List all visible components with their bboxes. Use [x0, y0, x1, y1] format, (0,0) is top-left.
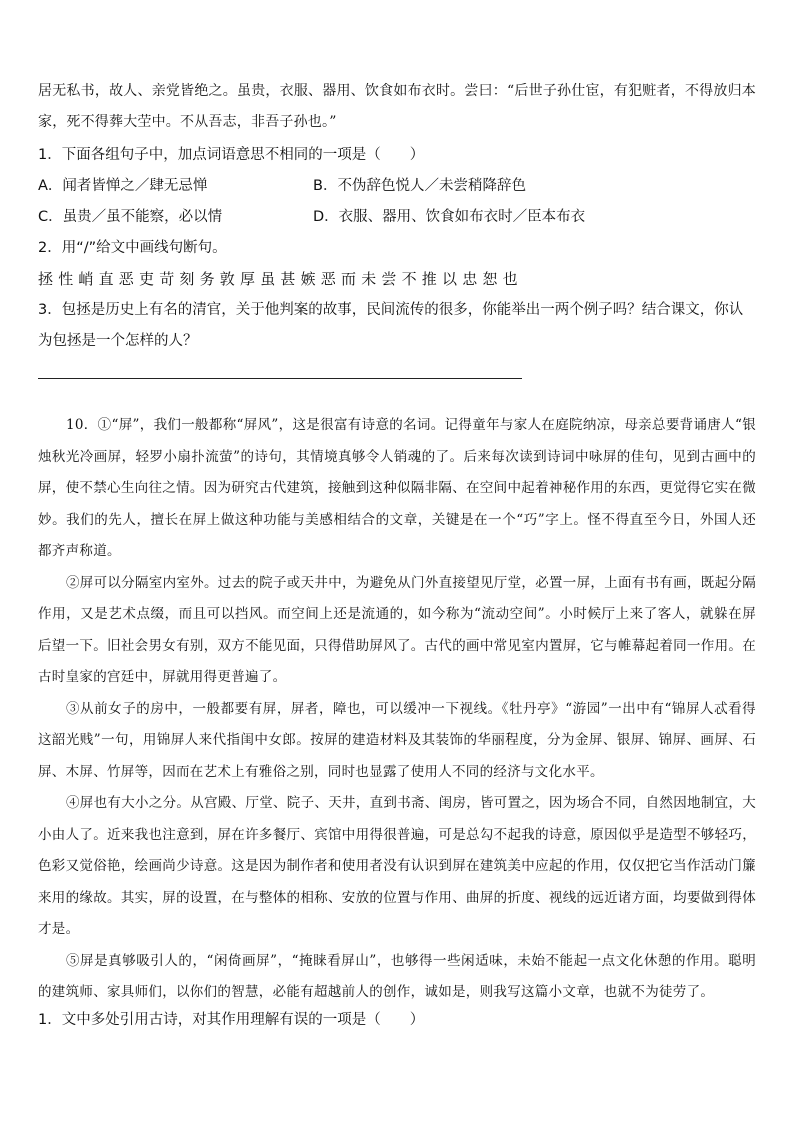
article-paragraph-2: ②屏可以分隔室内室外。过去的院子或天井中，为避免从门外直接望见厅堂，必置一屏，上面有书有画，既起分隔作用，又是艺术点缀，而且可以挡风。而空间上还是流通的，如今称为“流动空间”。小时候厅上来了客人，就躲在屏后望一下。旧社会男女有别，双方不能见面，只得借助屏风了。古代的画中常见室内置屏，它与帷幕起着同一作用。在古时皇家的宫廷中，屏就用得更普遍了。: [38, 574, 756, 685]
article-paragraph-1: 10．①“屏”，我们一般都称“屏风”，这是很富有诗意的名词。记得童年与家人在庭院纳凉，母亲总要背诵唐人“银烛秋光冷画屏，轻罗小扇扑流萤”的诗句，其情境真够令人销魂的了。后来每次读到诗词中咏屏的佳句，见到古画中的屏，使不禁心生向往之情。因为研究古代建筑，接触到这种似隔非隔、在空间中起着神秘作用的东西，更觉得它实在微妙。我们的先人，擅长在屏上做这种功能与美感相结合的文章，关键是在一个“巧”字上。怪不得直至今日，外国人还都齐声称道。: [38, 417, 756, 559]
answer-line: [38, 378, 522, 379]
question-1-option-d: D．衣服、器用、饮食如布衣时／臣本布衣: [313, 209, 586, 225]
question-1-option-a: A．闻者皆惮之／肆无忌惮: [38, 178, 208, 194]
question-2-sentence: 拯性峭直恶吏苛刻务敦厚虽甚嫉恶而未尝不推以忠恕也: [38, 270, 523, 288]
article-paragraph-3: ③从前女子的房中，一般都要有屏，屏者，障也，可以缓冲一下视线。《牡丹亭》“游园”一出中有“锦屏人忒看得这韶光贱”一句，用锦屏人来代指闺中女郎。按屏的建造材料及其装饰的华丽程度，分为金屏、银屏、锦屏、画屏、石屏、木屏、竹屏等，因而在艺术上有雅俗之别，同时也显露了使用人不同的经济与文化水平。: [38, 700, 756, 780]
question-2-stem: 2．用“/”给文中画线句断句。: [38, 240, 227, 256]
passage-ending-text: 居无私书，故人、亲党皆绝之。虽贵，衣服、器用、饮食如布衣时。尝曰：“后世子孙仕宦，有犯赃者，不得放归本家，死不得葬大茔中。不从吾志，非吾子孙也。”: [38, 83, 756, 130]
question-1-option-c: C．虽贵／虽不能察，必以情: [38, 209, 223, 225]
article-paragraph-4: ④屏也有大小之分。从宫殿、厅堂、院子、天井，直到书斋、闺房，皆可置之，因为场合不同，自然因地制宜，大小由人了。近来我也注意到，屏在许多餐厅、宾馆中用得很普遍，可是总勾不起我的诗意，原因似乎是造型不够轻巧，色彩又觉俗艳，绘画尚少诗意。这是因为制作者和使用者没有认识到屏在建筑美中应起的作用，仅仅把它当作活动门簾来用的缘故。其实，屏的设置，在与整体的相称、安放的位置与作用、曲屏的折度、视线的远近诸方面，均要做到得体才是。: [38, 795, 756, 937]
final-question-stem: 1．文中多处引用古诗，对其作用理解有误的一项是（ ）: [38, 1012, 425, 1028]
question-1-stem: 1．下面各组句子中，加点词语意思不相同的一项是（ ）: [38, 147, 425, 163]
article-screen: [38, 410, 756, 1009]
passage-ending: [38, 76, 756, 138]
question-1-option-b: B．不伪辞色悦人／未尝稍降辞色: [313, 178, 526, 194]
question-3-stem: 3．包拯是历史上有名的清官，关于他判案的故事，民间流传的很多，你能举出一两个例子吗？结合课文，你认为包拯是一个怎样的人？: [38, 302, 744, 349]
article-paragraph-5: ⑤屏是真够吸引人的，“闲倚画屏”，“掩睐看屏山”，也够得一些闲适味，未始不能起一点文化休憩的作用。聪明的建筑师、家具师们，以你们的智慧，必能有超越前人的创作，诚如是，则我写这篇小文章，也就不为徒劳了。: [38, 952, 756, 1000]
